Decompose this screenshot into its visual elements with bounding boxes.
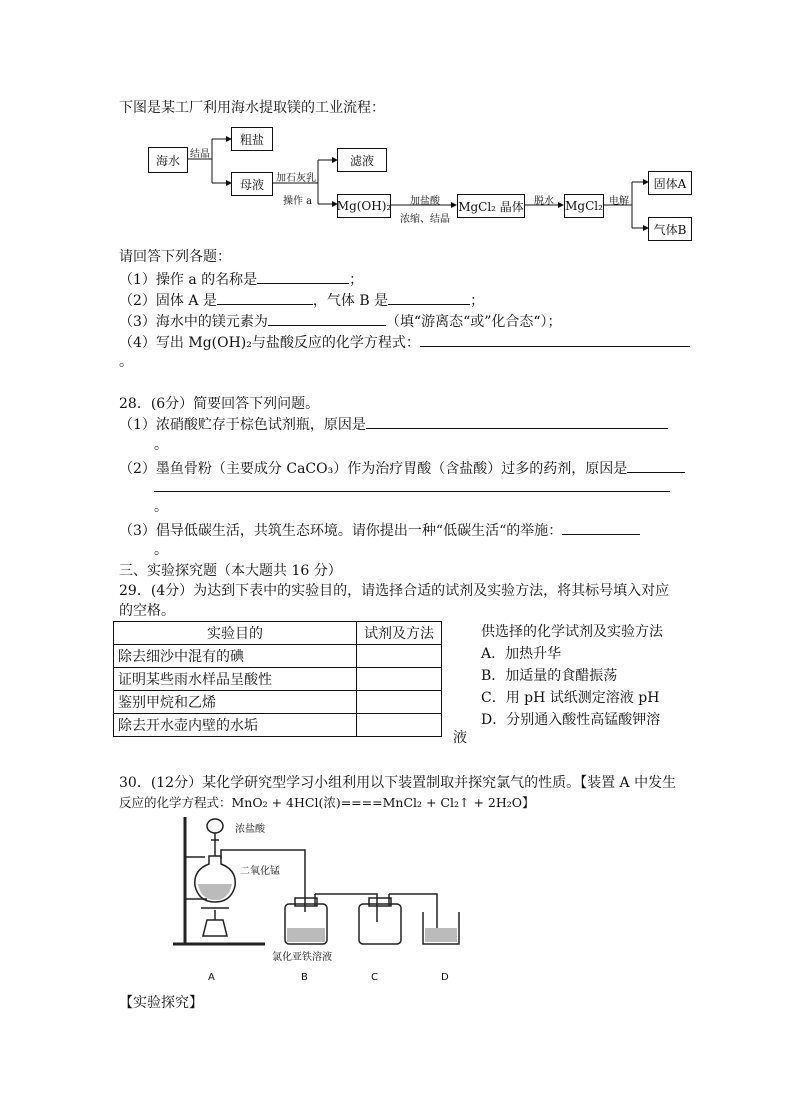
node-mgoh2: Mg(OH)₂ (337, 194, 391, 218)
table-cell: 鉴别甲烷和乙烯 (114, 691, 357, 714)
label-electrolysis: 电解 (609, 196, 629, 207)
q27-2-text-a: （2）固体 A 是 (119, 293, 217, 309)
table-header: 实验目的 (114, 622, 357, 645)
flow-arrows (140, 120, 700, 245)
table-row (114, 691, 442, 714)
intro-text: 下图是某工厂利用海水提取镁的工业流程： (119, 100, 385, 116)
q28-2 (119, 458, 685, 479)
table-row (114, 645, 442, 668)
answer-blank[interactable] (627, 458, 685, 473)
answer-cell[interactable] (357, 714, 442, 737)
answer-line[interactable] (154, 491, 670, 492)
options-title: 供选择的化学试剂及实验方法 (481, 624, 663, 640)
label-crystallize: 结晶 (190, 149, 210, 160)
q27-2-end: ； (470, 293, 485, 309)
answer-blank[interactable] (388, 290, 470, 305)
table-row (114, 668, 442, 691)
q28-3-end: 。 (154, 542, 168, 558)
q27-3 (119, 311, 562, 332)
node-gas-b: 气体B (648, 217, 692, 241)
label-operation-a: 操作 a (283, 196, 313, 207)
answer-blank[interactable] (562, 520, 640, 535)
q27-4 (119, 332, 690, 353)
q28-1-text: （1）浓硝酸贮存于棕色试剂瓶，原因是 (119, 417, 366, 433)
answer-blank[interactable] (268, 311, 386, 326)
option-a: A．加热升华 (481, 646, 562, 662)
option-d: D．分别通入酸性高锰酸钾溶 (481, 712, 661, 728)
table-header-row (114, 622, 442, 645)
answer-blank[interactable] (420, 332, 690, 347)
option-c: C．用 pH 试纸测定溶液 pH (481, 690, 660, 706)
q28-3-text: （3）倡导低碳生活，共筑生态环境。请你提出一种“低碳生活“的举施： (119, 523, 563, 539)
label-add-lime: 加石灰乳 (276, 173, 316, 184)
q27-3-end: （填“游离态“或”化合态“）； (385, 314, 562, 330)
node-crude-salt: 粗盐 (231, 127, 273, 151)
label-concentrate: 浓缩、结晶 (400, 214, 450, 225)
q28-1 (119, 414, 668, 435)
q30-line1: 30．(12分）某化学研究型学习小组利用以下装置制取并探究氯气的性质。【装置 A 中发生 (119, 775, 677, 791)
q27-1 (119, 269, 363, 290)
label-d: D (441, 972, 449, 983)
q27-3-text: （3）海水中的镁元素为 (119, 314, 268, 330)
q27-prompt: 请回答下列各题： (119, 249, 231, 265)
label-conc-hcl: 浓盐酸 (235, 824, 265, 835)
node-mgcl2-crystal: MgCl₂ 晶体 (457, 194, 525, 218)
q28-2-text: （2）墨鱼骨粉（主要成分 CaCO₃）作为治疗胃酸（含盐酸）过多的药剂，原因是 (119, 461, 628, 477)
answer-cell[interactable] (357, 668, 442, 691)
node-filtrate: 滤液 (337, 148, 387, 172)
q27-2 (119, 290, 484, 311)
table-header: 试剂及方法 (357, 622, 442, 645)
answer-cell[interactable] (357, 645, 442, 668)
label-fecl2: 氯化亚铁溶液 (272, 952, 332, 963)
node-seawater: 海水 (148, 147, 188, 173)
table-cell: 除去细沙中混有的碘 (114, 645, 357, 668)
q29-line1: 29．(4分）为达到下表中的实验目的，请选择合适的试剂及实验方法，将其标号填入对应 (119, 583, 670, 599)
q28-title: 28．(6分）简要回答下列问题。 (119, 396, 320, 412)
q28-1-end: 。 (154, 437, 168, 453)
q29-line2: 的空格。 (119, 603, 175, 619)
section3-heading: 三、实验探究题（本大题共 16 分） (119, 563, 342, 579)
table-cell: 证明某些雨水样品呈酸性 (114, 668, 357, 691)
footer-heading: 【实验探究】 (119, 995, 203, 1011)
q27-1-end: ； (349, 272, 364, 288)
answer-blank[interactable] (217, 290, 313, 305)
label-add-hcl: 加盐酸 (410, 196, 440, 207)
node-solid-a: 固体A (648, 171, 692, 195)
table-cell: 除去开水壶内壁的水垢 (114, 714, 357, 737)
answer-blank[interactable] (257, 269, 349, 284)
q27-4-text: （4）写出 Mg(OH)₂与盐酸反应的化学方程式： (119, 335, 420, 351)
label-b: B (301, 972, 308, 983)
option-d-tail: 液 (453, 730, 467, 746)
answer-cell[interactable] (357, 691, 442, 714)
option-b: B．加适量的食醋振荡 (481, 668, 618, 684)
q30-line2: 反应的化学方程式：MnO₂ + 4HCl(浓)====MnCl₂ + Cl₂↑ + 2H₂O】 (119, 795, 535, 810)
node-mgcl2: MgCl₂ (564, 194, 604, 218)
q28-3 (119, 520, 640, 541)
answer-blank[interactable] (366, 414, 668, 429)
q28-2-end: 。 (154, 499, 168, 515)
experiment-table (113, 621, 442, 737)
label-a: A (208, 972, 215, 983)
q27-1-text: （1）操作 a 的名称是 (119, 272, 258, 288)
node-mother-liquor: 母液 (231, 172, 273, 196)
label-mno2: 二氧化锰 (240, 866, 280, 877)
q27-4-end: 。 (119, 354, 133, 370)
label-c: C (371, 972, 378, 983)
q27-2-text-b: ，气体 B 是 (312, 293, 389, 309)
label-dehydrate: 脱水 (534, 196, 554, 207)
table-row (114, 714, 442, 737)
